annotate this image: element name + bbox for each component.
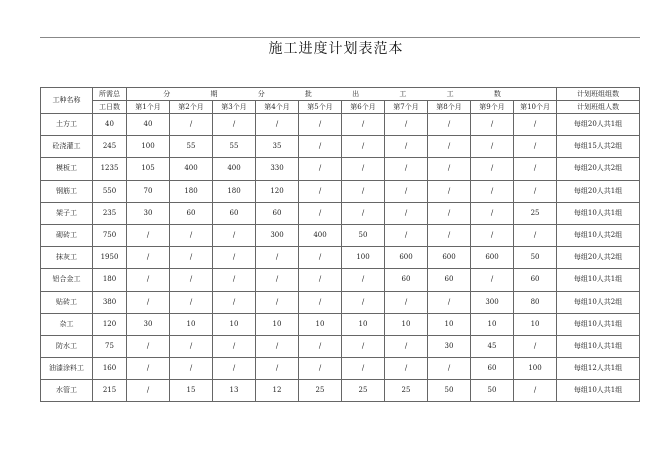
total-days-cell: 160 xyxy=(93,358,127,380)
month-4-cell: 10 xyxy=(256,313,299,335)
month-8-cell: / xyxy=(428,180,471,202)
month-7-cell: / xyxy=(385,158,428,180)
month-2-cell: / xyxy=(170,335,213,357)
month-7-cell: / xyxy=(385,136,428,158)
month-10-cell: / xyxy=(514,380,557,402)
trade-name-cell: 贴砖工 xyxy=(41,291,93,313)
month-5-cell: / xyxy=(299,291,342,313)
plan-cell: 每组10人共2组 xyxy=(557,224,640,246)
total-days-cell: 1235 xyxy=(93,158,127,180)
trade-name-cell: 杂工 xyxy=(41,313,93,335)
table-row xyxy=(41,202,640,224)
month-8-cell: 30 xyxy=(428,335,471,357)
month-8-cell: / xyxy=(428,358,471,380)
month-9-cell: 10 xyxy=(471,313,514,335)
month-3-cell: / xyxy=(213,269,256,291)
schedule-table xyxy=(40,87,640,402)
month-1-cell: / xyxy=(127,269,170,291)
month-7-cell: 10 xyxy=(385,313,428,335)
month-5-cell: / xyxy=(299,136,342,158)
plan-cell: 每组10人共1组 xyxy=(557,380,640,402)
month-7-cell: / xyxy=(385,291,428,313)
trade-name-cell: 铝合金工 xyxy=(41,269,93,291)
header-month-2: 第2个月 xyxy=(170,101,213,114)
month-7-cell: 25 xyxy=(385,380,428,402)
month-1-cell: / xyxy=(127,380,170,402)
trade-name-cell: 模板工 xyxy=(41,158,93,180)
plan-cell: 每组10人共2组 xyxy=(557,291,640,313)
header-month-6: 第6个月 xyxy=(342,101,385,114)
month-3-cell: 180 xyxy=(213,180,256,202)
month-3-cell: / xyxy=(213,114,256,136)
table-row xyxy=(41,158,640,180)
month-4-cell: / xyxy=(256,247,299,269)
trade-name-cell: 油漆涂料工 xyxy=(41,358,93,380)
header-total-bottom: 工日数 xyxy=(93,101,127,114)
month-5-cell: / xyxy=(299,358,342,380)
month-6-cell: / xyxy=(342,114,385,136)
month-4-cell: 60 xyxy=(256,202,299,224)
month-3-cell: 10 xyxy=(213,313,256,335)
month-8-cell: 60 xyxy=(428,269,471,291)
month-5-cell: / xyxy=(299,114,342,136)
month-10-cell: 50 xyxy=(514,247,557,269)
trade-name-cell: 抹灰工 xyxy=(41,247,93,269)
table-row xyxy=(41,247,640,269)
month-1-cell: 100 xyxy=(127,136,170,158)
month-6-cell: 10 xyxy=(342,313,385,335)
table-row xyxy=(41,180,640,202)
trade-name-cell: 砼浇灌工 xyxy=(41,136,93,158)
month-6-cell: / xyxy=(342,202,385,224)
table-row xyxy=(41,136,640,158)
month-2-cell: 400 xyxy=(170,158,213,180)
month-10-cell: 25 xyxy=(514,202,557,224)
month-3-cell: / xyxy=(213,291,256,313)
month-3-cell: / xyxy=(213,224,256,246)
month-3-cell: / xyxy=(213,247,256,269)
total-days-cell: 120 xyxy=(93,313,127,335)
plan-cell: 每组20人共1组 xyxy=(557,114,640,136)
table-row xyxy=(41,358,640,380)
month-1-cell: / xyxy=(127,247,170,269)
header-group: 分 期 分 批 出 工 工 数 xyxy=(127,88,557,101)
month-1-cell: 40 xyxy=(127,114,170,136)
month-5-cell: 25 xyxy=(299,380,342,402)
total-days-cell: 750 xyxy=(93,224,127,246)
month-1-cell: 70 xyxy=(127,180,170,202)
month-4-cell: 120 xyxy=(256,180,299,202)
month-9-cell: 45 xyxy=(471,335,514,357)
table-row xyxy=(41,224,640,246)
month-8-cell: / xyxy=(428,291,471,313)
table-row xyxy=(41,291,640,313)
month-7-cell: / xyxy=(385,224,428,246)
total-days-cell: 235 xyxy=(93,202,127,224)
trade-name-cell: 砌砖工 xyxy=(41,224,93,246)
month-10-cell: / xyxy=(514,136,557,158)
month-2-cell: / xyxy=(170,224,213,246)
month-3-cell: / xyxy=(213,358,256,380)
month-6-cell: / xyxy=(342,180,385,202)
header-month-9: 第9个月 xyxy=(471,101,514,114)
month-6-cell: / xyxy=(342,136,385,158)
month-10-cell: / xyxy=(514,180,557,202)
month-1-cell: 30 xyxy=(127,202,170,224)
month-9-cell: / xyxy=(471,202,514,224)
total-days-cell: 380 xyxy=(93,291,127,313)
month-4-cell: 330 xyxy=(256,158,299,180)
month-9-cell: / xyxy=(471,224,514,246)
month-2-cell: / xyxy=(170,291,213,313)
table-row xyxy=(41,380,640,402)
month-8-cell: 600 xyxy=(428,247,471,269)
month-7-cell: / xyxy=(385,202,428,224)
trade-name-cell: 防水工 xyxy=(41,335,93,357)
month-1-cell: 105 xyxy=(127,158,170,180)
month-8-cell: 50 xyxy=(428,380,471,402)
month-7-cell: / xyxy=(385,358,428,380)
month-1-cell: 30 xyxy=(127,313,170,335)
plan-cell: 每组12人共1组 xyxy=(557,358,640,380)
month-2-cell: / xyxy=(170,247,213,269)
month-5-cell: 10 xyxy=(299,313,342,335)
month-8-cell: / xyxy=(428,202,471,224)
month-9-cell: 60 xyxy=(471,358,514,380)
header-month-1: 第1个月 xyxy=(127,101,170,114)
month-6-cell: 100 xyxy=(342,247,385,269)
month-6-cell: / xyxy=(342,291,385,313)
header-plan-top: 计划班组组数 xyxy=(557,88,640,101)
total-days-cell: 245 xyxy=(93,136,127,158)
month-2-cell: 10 xyxy=(170,313,213,335)
header-month-4: 第4个月 xyxy=(256,101,299,114)
total-days-cell: 180 xyxy=(93,269,127,291)
total-days-cell: 550 xyxy=(93,180,127,202)
month-2-cell: 180 xyxy=(170,180,213,202)
month-5-cell: / xyxy=(299,158,342,180)
month-9-cell: / xyxy=(471,136,514,158)
month-7-cell: / xyxy=(385,114,428,136)
month-10-cell: 100 xyxy=(514,358,557,380)
month-8-cell: / xyxy=(428,224,471,246)
month-4-cell: / xyxy=(256,114,299,136)
month-9-cell: 600 xyxy=(471,247,514,269)
total-days-cell: 1950 xyxy=(93,247,127,269)
month-9-cell: 50 xyxy=(471,380,514,402)
plan-cell: 每组15人共2组 xyxy=(557,136,640,158)
month-3-cell: / xyxy=(213,335,256,357)
month-5-cell: / xyxy=(299,202,342,224)
month-6-cell: 50 xyxy=(342,224,385,246)
header-trade: 工种名称 xyxy=(41,88,93,114)
month-6-cell: / xyxy=(342,358,385,380)
month-10-cell: / xyxy=(514,158,557,180)
page-title: 施工进度计划表范本 xyxy=(268,41,404,57)
trade-name-cell: 水管工 xyxy=(41,380,93,402)
month-8-cell: / xyxy=(428,136,471,158)
total-days-cell: 215 xyxy=(93,380,127,402)
plan-cell: 每组10人共1组 xyxy=(557,313,640,335)
month-2-cell: 60 xyxy=(170,202,213,224)
month-5-cell: / xyxy=(299,180,342,202)
month-5-cell: / xyxy=(299,269,342,291)
month-5-cell: / xyxy=(299,247,342,269)
month-3-cell: 400 xyxy=(213,158,256,180)
month-6-cell: 25 xyxy=(342,380,385,402)
month-4-cell: 35 xyxy=(256,136,299,158)
plan-cell: 每组10人共1组 xyxy=(557,335,640,357)
month-10-cell: / xyxy=(514,224,557,246)
month-3-cell: 55 xyxy=(213,136,256,158)
month-9-cell: / xyxy=(471,114,514,136)
month-1-cell: / xyxy=(127,224,170,246)
month-4-cell: / xyxy=(256,335,299,357)
month-9-cell: 300 xyxy=(471,291,514,313)
month-7-cell: 60 xyxy=(385,269,428,291)
month-6-cell: / xyxy=(342,335,385,357)
month-4-cell: / xyxy=(256,269,299,291)
trade-name-cell: 土方工 xyxy=(41,114,93,136)
month-2-cell: / xyxy=(170,114,213,136)
month-3-cell: 13 xyxy=(213,380,256,402)
month-10-cell: 60 xyxy=(514,269,557,291)
month-4-cell: / xyxy=(256,291,299,313)
month-2-cell: 15 xyxy=(170,380,213,402)
plan-cell: 每组20人共2组 xyxy=(557,158,640,180)
month-1-cell: / xyxy=(127,335,170,357)
month-4-cell: / xyxy=(256,358,299,380)
month-10-cell: 10 xyxy=(514,313,557,335)
month-8-cell: / xyxy=(428,158,471,180)
table-row xyxy=(41,269,640,291)
total-days-cell: 40 xyxy=(93,114,127,136)
month-7-cell: / xyxy=(385,335,428,357)
plan-cell: 每组10人共1组 xyxy=(557,269,640,291)
month-3-cell: 60 xyxy=(213,202,256,224)
header-month-3: 第3个月 xyxy=(213,101,256,114)
total-days-cell: 75 xyxy=(93,335,127,357)
table-row xyxy=(41,335,640,357)
header-month-5: 第5个月 xyxy=(299,101,342,114)
month-10-cell: 80 xyxy=(514,291,557,313)
month-10-cell: / xyxy=(514,335,557,357)
table-row xyxy=(41,114,640,136)
month-6-cell: / xyxy=(342,269,385,291)
month-2-cell: / xyxy=(170,358,213,380)
header-month-10: 第10个月 xyxy=(514,101,557,114)
header-month-7: 第7个月 xyxy=(385,101,428,114)
header-total-top: 所需总 xyxy=(93,88,127,101)
month-5-cell: / xyxy=(299,335,342,357)
plan-cell: 每组20人共2组 xyxy=(557,247,640,269)
month-7-cell: 600 xyxy=(385,247,428,269)
month-7-cell: / xyxy=(385,180,428,202)
header-month-8: 第8个月 xyxy=(428,101,471,114)
plan-cell: 每组20人共1组 xyxy=(557,180,640,202)
month-8-cell: / xyxy=(428,114,471,136)
table-row xyxy=(41,313,640,335)
month-9-cell: / xyxy=(471,269,514,291)
month-2-cell: / xyxy=(170,269,213,291)
trade-name-cell: 钢筋工 xyxy=(41,180,93,202)
header-plan-bottom: 计划班组人数 xyxy=(557,101,640,114)
month-6-cell: / xyxy=(342,158,385,180)
month-5-cell: 400 xyxy=(299,224,342,246)
month-4-cell: 300 xyxy=(256,224,299,246)
trade-name-cell: 架子工 xyxy=(41,202,93,224)
plan-cell: 每组10人共1组 xyxy=(557,202,640,224)
month-9-cell: / xyxy=(471,158,514,180)
month-2-cell: 55 xyxy=(170,136,213,158)
month-8-cell: 10 xyxy=(428,313,471,335)
month-10-cell: / xyxy=(514,114,557,136)
month-1-cell: / xyxy=(127,291,170,313)
month-4-cell: 12 xyxy=(256,380,299,402)
month-9-cell: / xyxy=(471,180,514,202)
month-1-cell: / xyxy=(127,358,170,380)
